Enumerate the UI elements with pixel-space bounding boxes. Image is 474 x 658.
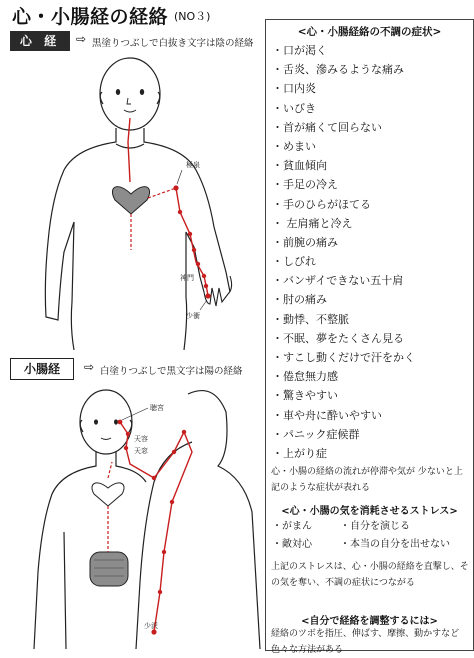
list-item: ・動悸、不整脈	[272, 312, 349, 326]
list-item: ・すこし動くだけで汗をかく	[272, 351, 415, 364]
list-item: ・ 左肩痛と冷え	[272, 216, 353, 230]
list-item: ・口内炎	[272, 82, 316, 96]
list-item: ・しびれ	[272, 255, 316, 269]
symptom-panel	[265, 19, 474, 655]
list-item: ・貧血傾向	[272, 159, 327, 173]
point-label-shosho: 少衝	[186, 312, 200, 320]
stress-item: ・がまん	[272, 521, 312, 532]
list-item: ・倦怠無力感	[272, 370, 338, 384]
heart-meridian-tag: 心 経	[10, 31, 70, 51]
heart-meridian-description: 黒塗りつぶしで白抜き文字は陰の経絡	[92, 38, 254, 49]
self-adjust-title: <自分で経絡を調整するには>	[301, 616, 438, 627]
small-intestine-meridian-figure	[4, 382, 264, 649]
list-item: ・バンザイできない五十肩	[272, 274, 404, 288]
stress-item: ・自分を演じる	[340, 521, 410, 532]
list-item: ・上がり症	[272, 446, 327, 460]
list-item: ・前腕の痛み	[272, 235, 338, 249]
list-item: ・パニック症候群	[272, 427, 360, 441]
arrow-right-icon: ⇨	[84, 360, 95, 374]
list-item: ・手のひらがほてる	[272, 197, 371, 211]
point-label-tenyo: 天容	[134, 435, 148, 443]
stress-row	[272, 518, 470, 536]
point-label-shinmon: 神門	[180, 274, 194, 282]
stress-item: ・敵対心	[272, 539, 312, 550]
point-label-chokyu: 聴宮	[150, 404, 164, 412]
list-item: ・口が渇く	[272, 44, 327, 57]
symptom-panel-title: <心・小腸経絡の不調の症状>	[297, 26, 442, 38]
page-title: 心・小腸経の経絡	[12, 6, 169, 28]
list-item: ・車や舟に酔いやすい	[272, 408, 382, 422]
list-item: ・手足の冷え	[272, 178, 338, 192]
point-label-tenso: 天窓	[134, 447, 148, 455]
symptom-list	[272, 41, 470, 463]
stress-description: 上記のストレスは、心・小腸の経絡を直撃し、その気を奪い、不調の症状につながる	[271, 562, 469, 588]
point-label-kyokusen: 極泉	[186, 161, 200, 169]
list-item: ・いびき	[272, 101, 316, 115]
stress-section-title: <心・小腸の気を消耗させるストレス>	[281, 506, 458, 517]
stress-row	[272, 536, 470, 554]
stress-item: ・本当の自分を出せない	[340, 539, 450, 550]
page-number: (NO３)	[174, 10, 211, 23]
small-intestine-meridian-description: 白塗りつぶしで黒文字は陽の経絡	[100, 366, 243, 377]
list-item: ・首が痛くて回らない	[272, 120, 382, 134]
self-adjust-description: 経絡のツボを指圧、伸ばす、摩擦、動かすなど色々な方法がある	[271, 629, 460, 655]
heart-meridian-figure	[4, 52, 264, 350]
list-item: ・不眠、夢をたくさん見る	[272, 331, 404, 345]
list-item: ・舌炎、滲みるような痛み	[272, 63, 404, 77]
list-item: ・驚きやすい	[272, 389, 338, 403]
stress-list	[272, 518, 470, 554]
arrow-right-icon: ⇨	[76, 32, 87, 46]
flow-description: 心・小腸の経絡の流れが停滞や気が 少ないと上記のような症状が表れる	[271, 467, 463, 493]
small-intestine-meridian-tag: 小腸経	[10, 358, 74, 380]
list-item: ・めまい	[272, 139, 316, 153]
point-label-shotaku: 少沢	[144, 622, 158, 630]
list-item: ・肘の痛み	[272, 293, 327, 307]
